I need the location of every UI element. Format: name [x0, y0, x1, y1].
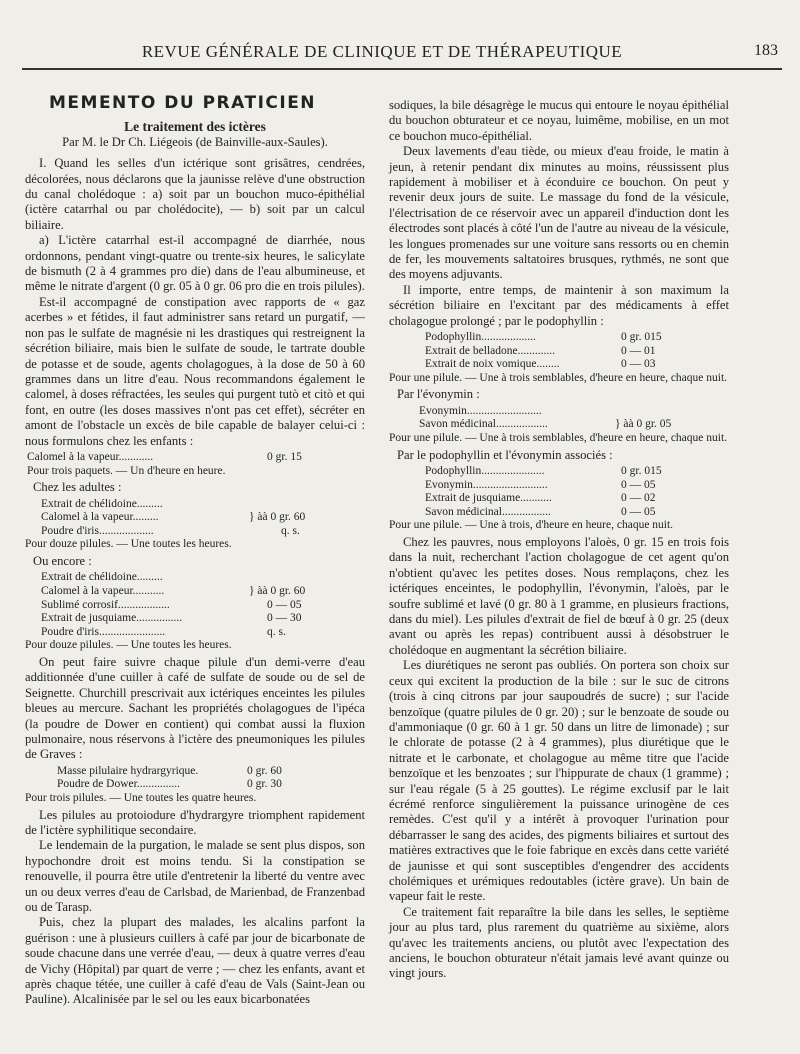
paragraph: sodiques, la bile désagrège le mucus qui entoure le noyau épithélial du bouchon obturateur et ce noyau, luimême, mobilise, en un mot ce bouchon muco-épithélial.	[389, 98, 729, 143]
paragraph: a) L'ictère catarrhal est-il accompagné de diarrhée, nous ordonnons, pendant vingt-quatre ou trente-six heures, le salicylate de bismuth (2 à 4 grammes pro die) dans de l'eau albumineuse, et même le nitrate d'argent (0 gr. 05 à 0 gr. 06 pro die en trois pilules).	[25, 233, 365, 294]
drug-dose: } àà 0 gr. 60	[249, 511, 306, 524]
drug-name: Poudre d'iris...................	[41, 524, 154, 537]
drug-dose: 0 gr. 15	[267, 450, 302, 463]
prescription-row	[425, 479, 729, 493]
subheading: Par l'évonymin :	[397, 387, 480, 402]
drug-dose: 0 — 01	[621, 344, 656, 357]
drug-name: Calomel à la vapeur...........	[41, 584, 165, 597]
prescription-row	[425, 492, 729, 506]
prescription-row	[419, 405, 729, 419]
drug-dose: q. s.	[281, 524, 300, 537]
drug-name: Evonymin..........................	[419, 404, 542, 417]
drug-name: Savon médicinal.................	[425, 505, 551, 518]
drug-name: Savon médicinal..................	[419, 418, 548, 431]
prescription-row	[41, 612, 365, 626]
drug-dose: 0 gr. 30	[247, 778, 282, 791]
drug-dose: 0 — 02	[621, 492, 656, 505]
drug-name: Masse pilulaire hydrargyrique.	[57, 764, 199, 777]
prescription-row	[41, 626, 365, 640]
paragraph: Chez les pauvres, nous employons l'aloès, 0 gr. 15 en trois fois dans la nuit, recherchant l'action cholagogue de cet agent qu'on n'obtient qu'avec les petites doses. Nous remplaçons, chez les ictériques enceintes, le podophyllin, l'évonymin, l'aloès, par le soufre sublimé et lavé (0 gr. 80 à 1 gramme, en plusieurs fractions, dans du miel). Les pilules d'extrait de fiel de bœuf à 0 gr. 25 (deux avant ou après les repas) contribuent aussi à désobstruer le cholédoque en augmentant la sécrétion biliaire.	[389, 535, 729, 657]
prescription-row	[27, 451, 365, 465]
paragraph: Il importe, entre temps, de maintenir à son maximum la sécrétion biliaire en l'excitant par des médicaments à effet cholagogue prolongé ; par le podophyllin :	[389, 282, 729, 328]
paragraph: Puis, chez la plupart des malades, les alcalins parfont la guérison : une à plusieurs cuillers à café par jour de bicarbonate de soude chacune dans une verrée d'eau, — deux à quatre verres d'eau de Vichy (Hôpital) par quart de verre ; — chez les enfants, avant et après chaque tétée, une cuiller à café d'eau de Vals (Saint-Jean ou Pauline). Alcalinisée par le sel ou les eaux bicarbonatées	[25, 915, 365, 1007]
prescription-row	[41, 525, 365, 539]
drug-dose: 0 gr. 60	[247, 764, 282, 777]
prescription-row	[419, 418, 729, 432]
drug-name: Extrait de chélidoine.........	[41, 497, 163, 510]
drug-name: Extrait de noix vomique........	[425, 358, 560, 371]
prescription-row	[41, 585, 365, 599]
drug-dose: 0 — 05	[267, 598, 302, 611]
prescription	[27, 451, 365, 478]
drug-name: Evonymin..........................	[425, 478, 548, 491]
paragraph: I. Quand les selles d'un ictérique sont grisâtres, cendrées, décolorées, nous déclarons que la jaunisse relève d'une obstruction du canal cholédoque : a) soit par un bouchon muco-épithélial (ictère catarrhal ou par cholédocite), — b) soit par un calcul biliaire.	[25, 156, 365, 232]
prescription-note: Pour trois pilules. — Une toutes les quatre heures.	[25, 791, 257, 804]
prescription-row	[425, 358, 729, 372]
prescription-row	[41, 511, 365, 525]
subheading: Chez les adultes :	[33, 480, 122, 495]
article-title: Le traitement des ictères	[124, 119, 266, 135]
drug-dose: q. s.	[267, 625, 286, 638]
paragraph: Deux lavements d'eau tiède, ou mieux d'eau froide, le matin à jeun, à retenir pendant dix minutes au moins, réussissent plus rapidement à mobiliser et à éconduire ce bouchon. On peut y revenir deux jours de suite. Le massage du fond de la vésicule, l'électrisation de ce réservoir avec un appareil d'induction dont les électrodes sont placés à côté l'un de l'autre au niveau de la vésicule, les longues promenades sur une voiture sans ressorts ou en chemin de fer, les mouvements saltatoires brusques, rythmés, ne sont que des moyens adjuvants.	[389, 144, 729, 282]
prescription-row	[57, 765, 365, 779]
article-byline: Par M. le Dr Ch. Liégeois (de Bainville-aux-Saules).	[62, 134, 328, 149]
prescription-row	[57, 778, 365, 792]
paragraph: Ce traitement fait reparaître la bile dans les selles, le septième jour au plus tard, plus rarement du quatrième au sixième, alors qu'avec les traitements anciens, ou plutôt avec l'expectation des anciens, le bouchon obturateur n'était jamais levé avant quinze ou vingt jours.	[389, 904, 729, 981]
drug-name: Poudre d'iris.......................	[41, 625, 166, 638]
drug-name: Podophyllin......................	[425, 465, 545, 478]
prescription-row	[425, 345, 729, 359]
drug-dose: 0 — 05	[621, 478, 656, 491]
prescription-row	[41, 599, 365, 613]
paragraph: On peut faire suivre chaque pilule d'un demi-verre d'eau additionnée d'une cuiller à café de sulfate de soude ou de sel de Seignette. Churchill prescrivait aux ictériques enceintes les pilules bleues au mercure. Sachant les propriétés cholagogues de l'ipéca (la poudre de Dower en contient) qui combat aussi la fluxion pulmonaire, nous réservons à l'ictère des pneumoniques les pilules de Graves :	[25, 654, 365, 762]
drug-name: Poudre de Dower...............	[57, 778, 180, 791]
paragraph: Les pilules au protoiodure d'hydrargyre triomphent rapidement de l'ictère syphilitique secondaire.	[25, 807, 365, 837]
paragraph: Est-il accompagné de constipation avec rapports de « gaz acerbes » et fétides, il faut administrer sans retard un purgatif, — non pas le sulfate de magnésie ni les drastiques qui restreignent la sécrétion biliaire, mais bien le sulfate de soude, le tartrate double de potasse et de soude, agents cholagogues, à la dose de 50 à 60 grammes dans un litre d'eau. Nous recommandons également le calomel, à doses réfractées, les seules qui purgent tutò et citò et qui font, en outre (les doses massives n'ont pas cet effet), sécréter en amont de l'obstacle un excès de bile capable de balayer celui-ci : nous formulons chez les enfants :	[25, 294, 365, 448]
subheading: Par le podophyllin et l'évonymin associés :	[397, 447, 613, 462]
drug-dose: } àà 0 gr. 60	[249, 584, 306, 597]
prescription-row	[41, 571, 365, 585]
drug-name: Extrait de belladone.............	[425, 344, 555, 357]
prescription-note: Pour douze pilules. — Une toutes les heures.	[25, 639, 232, 652]
prescription	[25, 497, 365, 552]
prescription	[25, 571, 365, 653]
drug-dose: 0 — 03	[621, 358, 656, 371]
prescription-row	[41, 498, 365, 512]
subheading: Ou encore :	[33, 553, 92, 568]
prescription-note: Pour douze pilules. — Une toutes les heures.	[25, 538, 232, 551]
prescription-note: Pour une pilule. — Une à trois, d'heure en heure, chaque nuit.	[389, 519, 674, 532]
prescription-note: Pour une pilule. — Une à trois semblables, d'heure en heure, chaque nuit.	[389, 432, 728, 445]
drug-dose: 0 — 30	[267, 612, 302, 625]
drug-name: Extrait de jusquiame...........	[425, 492, 552, 505]
paragraph: Le lendemain de la purgation, le malade se sent plus dispos, son hypochondre droit est moins tendu. Si la constipation se renouvelle, il pourra être utile d'entretenir la liberté du ventre avec un ou deux verres d'eau de Carlsbad, de Marienbad, de Franzenbad ou de Tarasp.	[25, 838, 365, 914]
drug-name: Calomel à la vapeur.........	[41, 511, 159, 524]
drug-name: Extrait de jusquiame................	[41, 612, 183, 625]
prescription-row	[425, 331, 729, 345]
prescription	[389, 404, 729, 446]
prescription-note: Pour une pilule. — Une à trois semblables, d'heure en heure, chaque nuit.	[389, 371, 728, 384]
drug-dose: 0 gr. 015	[621, 331, 662, 344]
prescription-row	[425, 465, 729, 479]
prescription	[25, 764, 365, 806]
left-column	[25, 94, 365, 1008]
running-header	[22, 42, 782, 70]
prescription-note: Pour trois paquets. — Un d'heure en heure.	[27, 464, 226, 477]
paragraph: Les diurétiques ne seront pas oubliés. On portera son choix sur ceux qui excitent la production de la bile : sur le suc de citrons (trois à cinq citrons par jour saupoudrés de sucre) ; sur l'acide benzoïque (quatre pilules de 0 gr. 20) ; sur le benzoate de soude ou d'ammoniaque (0 gr. 60 à 1 gr. 50 dans un litre de limonade) ; sur le chlorate de potasse (2 à 4 grammes), plus diurétique que le nitrate et le carbonate, et cholagogue au même titre que l'acide benzoïque et les benzoates ; sur l'hippurate de chaux (1 gramme) ; sur l'eau régale (5 à 25 gouttes). Le régime exclusif par le lait écrémé renforce singulièrement la puissance urinogène de ces remèdes. C'est qu'il y a intérêt à provoquer l'urination pour débarrasser le sang des acides, des pigments biliaires et surtout des matières extractives que le foie fabrique en excès dans cette variété de jaunisse et qui sont susceptibles d'engendrer des accidents cholémiques et urémiques redoutables (ictère grave). Un bain de vapeur fait le reste.	[389, 658, 729, 904]
prescription-row	[425, 506, 729, 520]
drug-name: Calomel à la vapeur............	[27, 450, 154, 463]
section-title: MEMENTO DU PRATICIEN	[49, 93, 317, 113]
drug-name: Sublimé corrosif..................	[41, 598, 170, 611]
right-column	[389, 98, 729, 982]
drug-dose: } àà 0 gr. 05	[615, 418, 672, 431]
drug-name: Extrait de chélidoine.........	[41, 571, 163, 584]
drug-name: Podophyllin...................	[425, 331, 536, 344]
drug-dose: 0 gr. 015	[621, 465, 662, 478]
prescription	[389, 465, 729, 533]
prescription	[389, 331, 729, 385]
page-number: 183	[754, 42, 778, 59]
drug-dose: 0 — 05	[621, 505, 656, 518]
running-title: REVUE GÉNÉRALE DE CLINIQUE ET DE THÉRAPEUTIQUE	[141, 42, 623, 61]
